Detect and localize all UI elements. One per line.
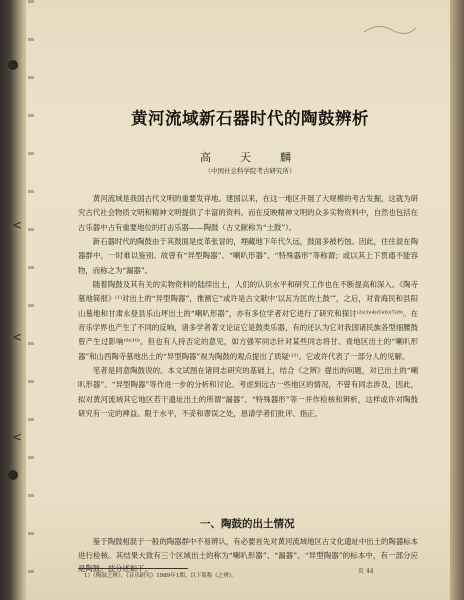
- binding-bracket: <: [12, 430, 23, 444]
- binding-hole: [8, 470, 18, 480]
- footnote-divider: [78, 568, 188, 569]
- body-paragraph: 新石器时代的陶鼓由于其鼓面是皮革张冒的，埋藏地下年代久远，鼓面多被朽蚀。因此，往往混在陶器群中，一时难以鉴别。故曾有“异型陶器”、“喇叭形器”、“特殊器形”等称谓；或以其上下贯通不能容物，而称之为“漏器”。: [78, 237, 418, 275]
- article-title: 黄河流域新石器时代的陶鼓辨析: [131, 109, 369, 128]
- page-mark: 页 44: [358, 568, 374, 575]
- binding-edge: [28, 0, 34, 600]
- binding-bracket: <: [12, 330, 23, 344]
- body-paragraph: 黄河流域是我国古代文明的重要发祥地。建国以来，在这一地区开展了大规模的考古发掘，这就为研究古代社会物质文明和精神文明提供了丰富的资料。而在反映精神文明的众多实物资料中，自然也包括在古乐器中占有重要地位的打击乐器——陶鼓（古文献称为“土鼓”）。: [78, 194, 418, 232]
- body-paragraph: 鉴于陶鼓相混于一般的陶器群中不易辨认，有必要首先对黄河流域地区古文化遗址中出土的陶器标本进行检核。其结果大致有三个区域出土的称为“喇叭形器”、“漏器”、“异型陶器”的标本中，有一部分应: [78, 537, 418, 560]
- body-paragraph: 笔者是同意陶鼓说的。本文试图在诸同志研究的基础上，结合《之辨》提出的问题，对已出土的“喇叭形器”、“异型陶器”等作进一步的分析和讨论。考虑到远古一些地区的情况，不曾有同志涉及，因此，拟对黄河流域其它地区若干遗址出土的所谓“漏器”、“特殊器形”等一并作检核和辨析，这样或许对陶鼓研究有一定的裨益。限于水平，不妥和谬误之处，恳请学者们批评、指正。: [78, 366, 418, 419]
- binding-hole: [8, 60, 18, 70]
- library-stamp-mark: [360, 18, 420, 42]
- author-affiliation: （中国社会科学院考古研究所）: [204, 167, 296, 175]
- author-name: 高 天 麟: [200, 151, 300, 164]
- article-body: [78, 192, 418, 422]
- footnote: 1）《陶鼓之辨》，《音乐研究》1989年1期。以下简称《之辨》。: [84, 573, 237, 579]
- section-heading: 一、陶鼓的出土情况: [200, 518, 295, 530]
- binding-bracket: <: [12, 218, 23, 232]
- body-paragraph: 随着陶鼓及其有关的实物资料的陆续出土，人们的认识水平和研究工作也在不断提高和深入。《陶寺墓地简报》⁽¹⁾对出土的“异型陶器”，推测它“或许是古文献中‘以瓦为匡的土鼓’”，之后，对青海民和县阳山墓地和甘肃永登县乐山坪出土的“喇叭形器”，亦有多位学者对它进行了研究和探讨⁽²⁾⁽³⁾⁽⁴⁾⁽⁵⁾⁽⁶⁾⁽⁷⁾⁽⁸⁾。在音乐学界也产生了不同的反响，诸多学者著文论证它是鼓类乐器，有的还认为它对我国诸民族各型细腰鼓曾产生过影响⁽⁹⁾⁽¹⁰⁾。但也有人持否定的意见，如方强军同志针对某些同志将甘、青地区出土的“喇叭形器”和山西陶寺墓地出土的“异型陶器”视为陶鼓的观点提出了质疑⁽¹¹⁾。它或许代表了一部分人的见解。: [78, 280, 418, 361]
